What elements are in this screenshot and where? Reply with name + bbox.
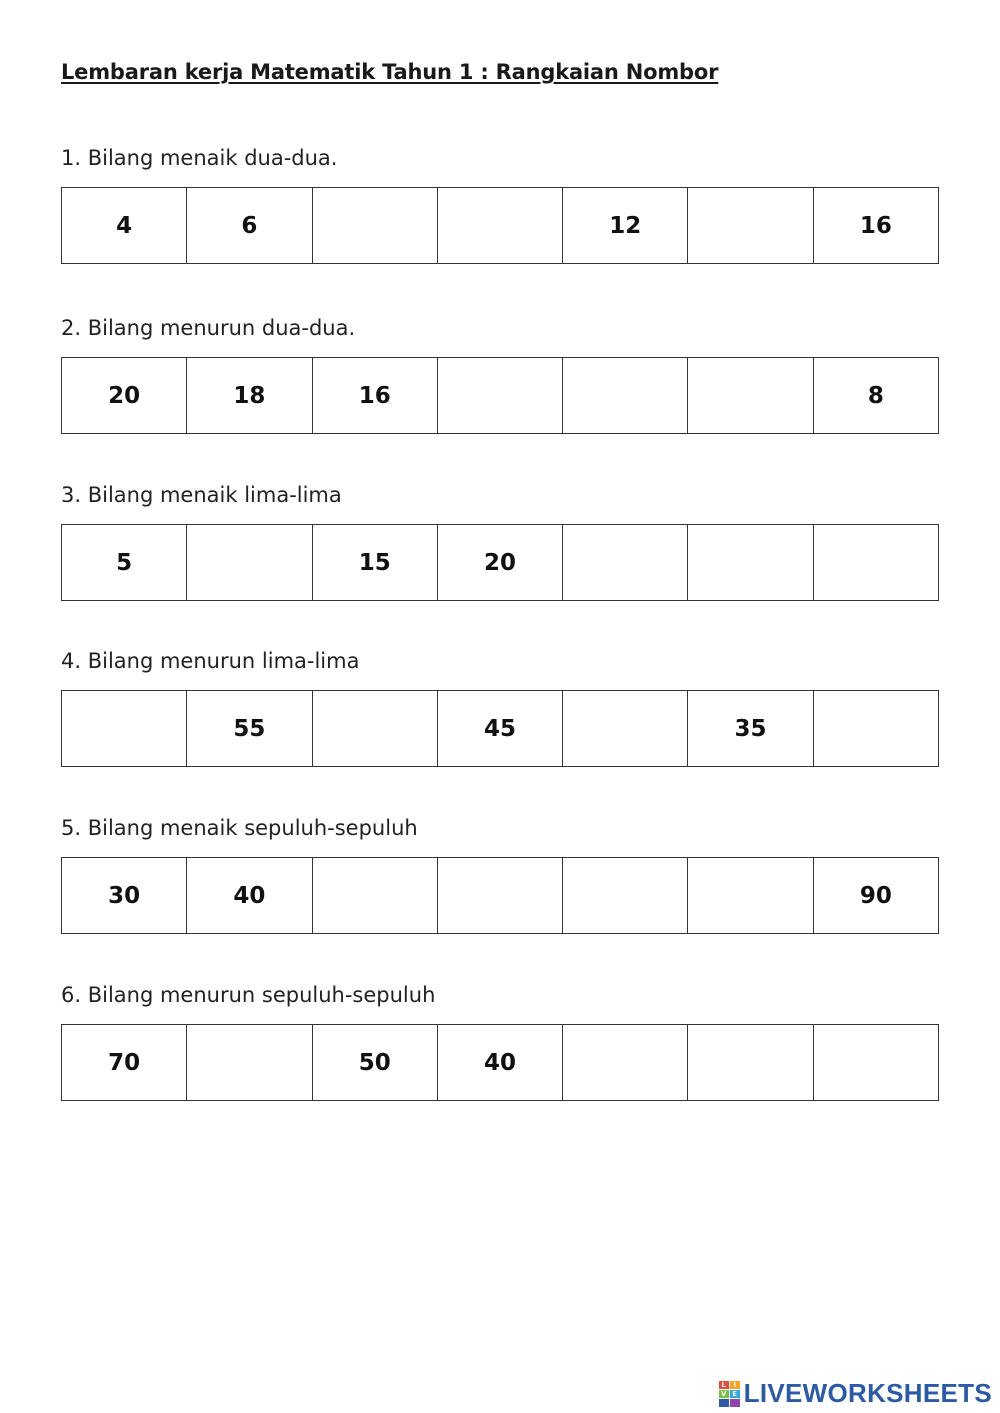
question-label: 4. Bilang menurun lima-lima (61, 649, 360, 673)
logo-tile: V (719, 1390, 729, 1398)
blank-answer-box[interactable] (187, 525, 312, 601)
number-box: 15 (313, 525, 438, 601)
blank-answer-box[interactable] (814, 1025, 939, 1101)
number-box: 50 (313, 1025, 438, 1101)
blank-answer-box[interactable] (563, 691, 688, 767)
number-box: 8 (814, 358, 939, 434)
blank-answer-box[interactable] (563, 525, 688, 601)
blank-answer-box[interactable] (438, 188, 563, 264)
question-label: 3. Bilang menaik lima-lima (61, 483, 342, 507)
blank-answer-box[interactable] (688, 1025, 813, 1101)
liveworksheets-logo-icon (719, 1381, 740, 1407)
watermark-text: LIVEWORKSHEETS (743, 1378, 992, 1408)
number-sequence-row (61, 357, 939, 434)
number-sequence-row (61, 1024, 939, 1101)
number-box: 6 (187, 188, 312, 264)
number-box: 90 (814, 858, 939, 934)
question-2 (61, 315, 939, 409)
number-sequence-row (61, 857, 939, 934)
blank-answer-box[interactable] (688, 525, 813, 601)
blank-answer-box[interactable] (563, 358, 688, 434)
logo-tile (730, 1399, 740, 1407)
blank-answer-box[interactable] (688, 188, 813, 264)
number-box: 20 (438, 525, 563, 601)
blank-answer-box[interactable] (814, 525, 939, 601)
blank-answer-box[interactable] (563, 1025, 688, 1101)
number-sequence-row (61, 524, 939, 601)
blank-answer-box[interactable] (438, 858, 563, 934)
number-box: 12 (563, 188, 688, 264)
blank-answer-box[interactable] (313, 858, 438, 934)
question-label: 1. Bilang menaik dua-dua. (61, 146, 338, 170)
liveworksheets-watermark (719, 1378, 992, 1409)
blank-answer-box[interactable] (438, 358, 563, 434)
logo-tile: L (719, 1381, 729, 1389)
blank-answer-box[interactable] (313, 691, 438, 767)
blank-answer-box[interactable] (187, 1025, 312, 1101)
number-box: 16 (313, 358, 438, 434)
number-box: 30 (62, 858, 187, 934)
number-box: 16 (814, 188, 939, 264)
number-box: 35 (688, 691, 813, 767)
number-box: 18 (187, 358, 312, 434)
blank-answer-box[interactable] (688, 858, 813, 934)
blank-answer-box[interactable] (313, 188, 438, 264)
number-box: 40 (187, 858, 312, 934)
logo-tile: E (730, 1390, 740, 1398)
number-sequence-row (61, 690, 939, 767)
question-3 (61, 482, 939, 576)
logo-tile: I (730, 1381, 740, 1389)
question-6 (61, 982, 939, 1076)
worksheet-title: Lembaran kerja Matematik Tahun 1 : Rangkaian Nombor (61, 60, 719, 84)
number-box: 4 (62, 188, 187, 264)
question-label: 6. Bilang menurun sepuluh-sepuluh (61, 983, 436, 1007)
blank-answer-box[interactable] (688, 358, 813, 434)
blank-answer-box[interactable] (563, 858, 688, 934)
number-box: 55 (187, 691, 312, 767)
question-label: 5. Bilang menaik sepuluh-sepuluh (61, 816, 418, 840)
question-label: 2. Bilang menurun dua-dua. (61, 316, 356, 340)
number-sequence-row (61, 187, 939, 264)
number-box: 40 (438, 1025, 563, 1101)
blank-answer-box[interactable] (62, 691, 187, 767)
logo-tile (719, 1399, 729, 1407)
question-1 (61, 145, 939, 239)
number-box: 5 (62, 525, 187, 601)
number-box: 70 (62, 1025, 187, 1101)
question-4 (61, 648, 939, 742)
blank-answer-box[interactable] (814, 691, 939, 767)
question-5 (61, 815, 939, 909)
number-box: 45 (438, 691, 563, 767)
number-box: 20 (62, 358, 187, 434)
